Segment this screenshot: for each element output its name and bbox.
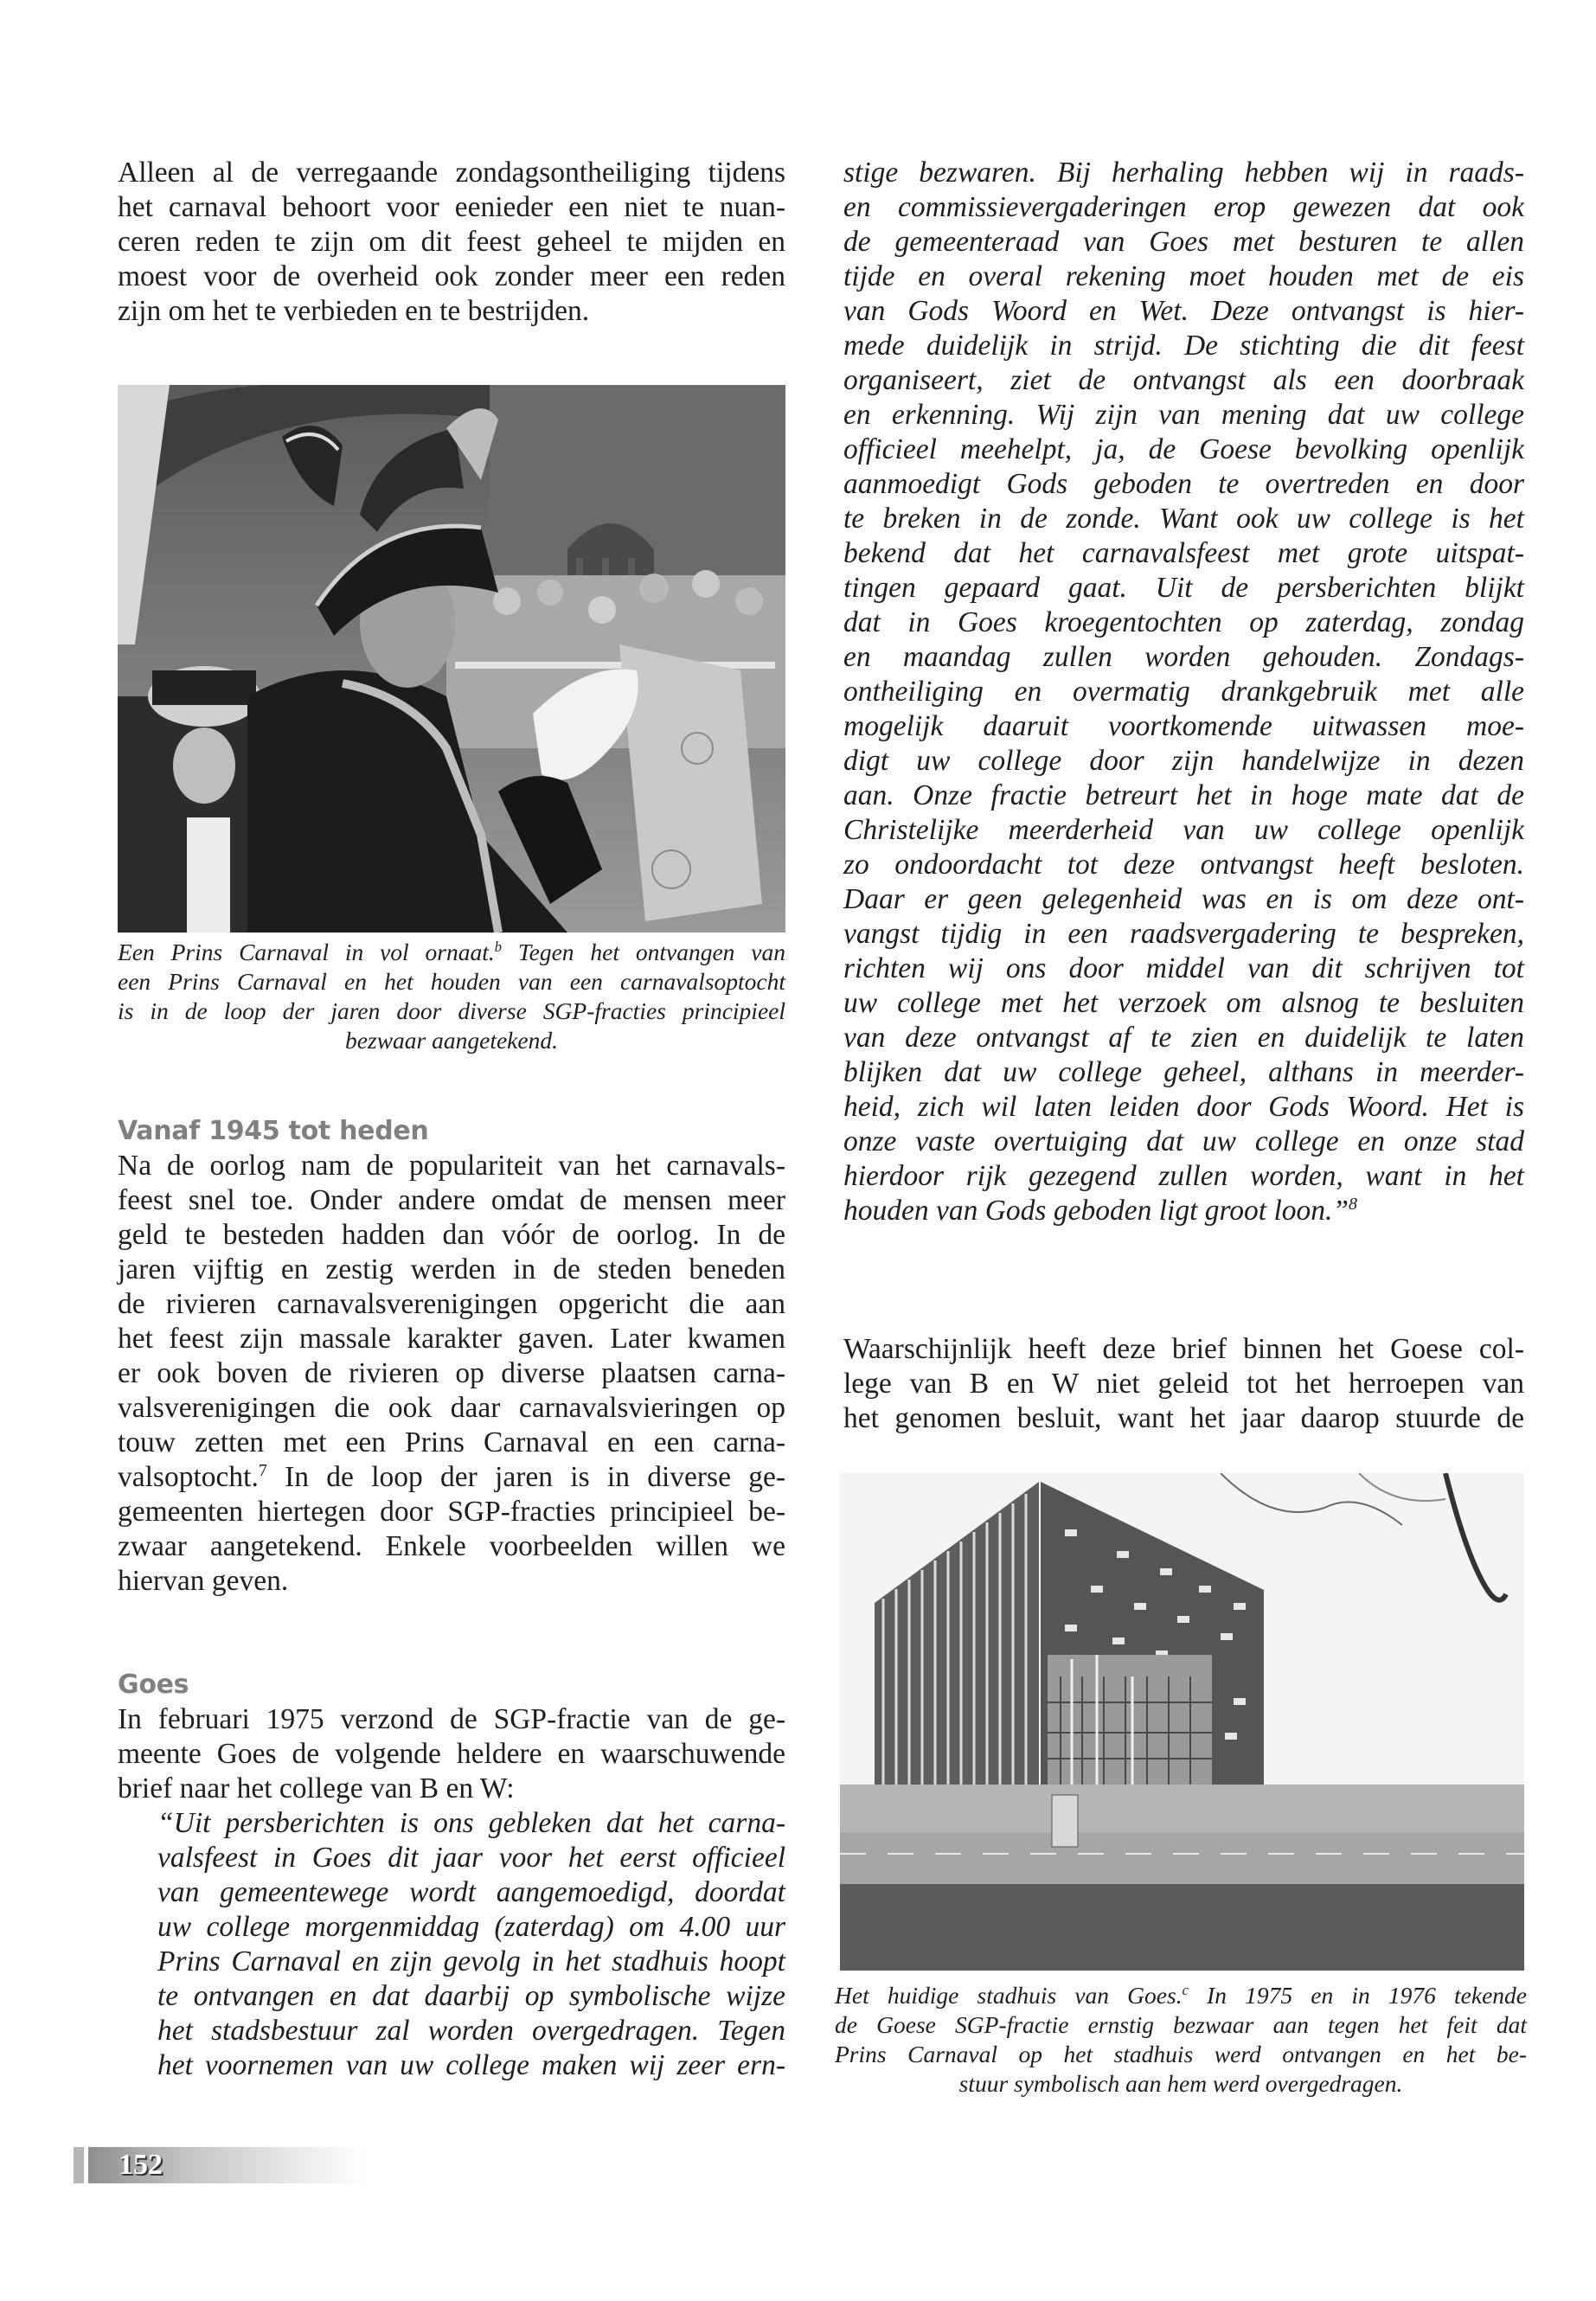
quote-line: Daar er geen gelegenheid was en is om deze ont- [843, 883, 1524, 915]
quote-line: heid, zich wil laten leiden door Gods Woord. Het is [843, 1091, 1524, 1123]
quote-line: officieel meehelpt, ja, de Goese bevolking openlijk [843, 433, 1524, 465]
footnote-ref[interactable]: c [1182, 1981, 1189, 1998]
section-heading: Goes [118, 1670, 189, 1700]
text-line: Alleen al de verregaande zondagsontheiliging tijdens [118, 157, 785, 189]
letter-quote-continued [843, 156, 1524, 1228]
text-line: geld te besteden hadden dan vóór de oorlog. In de [118, 1219, 785, 1251]
quote-line: valsfeest in Goes dit jaar voor het eerst officieel [157, 1842, 785, 1874]
text-line: ceren reden te zijn om dit feest geheel te mijden en [118, 226, 785, 258]
text-line: de rivieren carnavalsverenigingen opgericht die aan [118, 1288, 785, 1320]
intro-paragraph [118, 156, 785, 329]
quote-line: richten wij ons door middel van dit schrijven tot [843, 952, 1524, 984]
quote-line: en erkenning. Wij zijn van mening dat uw college [843, 399, 1524, 431]
page-number-bar [74, 2147, 368, 2183]
quote-line: houden van Gods geboden ligt groot loon.”$^8$ [843, 1194, 1358, 1227]
photo-image [118, 385, 785, 933]
text-line: gemeenten hiertegen door SGP-fracties principieel be- [118, 1496, 785, 1528]
text-line: lege van B en W niet geleid tot het herroepen van [843, 1368, 1524, 1400]
quote-line: tijde en overal rekening moet houden met de eis [843, 260, 1524, 292]
quote-line: aan. Onze fractie betreurt het in hoge mate dat de [843, 779, 1524, 811]
footnote-ref[interactable]: 7 [258, 1460, 267, 1480]
photo-image [840, 1473, 1524, 1971]
quote-line: mogelijk daaruit voortkomende uitwassen moe- [843, 710, 1524, 742]
quote-line: en maandag zullen worden gehouden. Zondags- [843, 641, 1524, 673]
text-line: jaren vijftig en zestig werden in de steden beneden [118, 1253, 785, 1285]
quote-line: tingen gepaard gaat. Uit de persberichten blijkt [843, 572, 1524, 604]
text-line: In februari 1975 verzond de SGP-fractie van de ge- [118, 1703, 785, 1735]
text-line: brief naar het college van B en W: [118, 1772, 515, 1804]
section-vanaf-1945 [118, 1114, 785, 1599]
quote-line: Christelijke meerderheid van uw college openlijk [843, 814, 1524, 846]
quote-line: van gemeentewege wordt aangemoedigd, doordat [157, 1876, 785, 1908]
stadhuis-goes-photo [840, 1473, 1524, 1971]
quote-line: het stadsbestuur zal worden overgedragen. Tegen [157, 2015, 785, 2047]
text-line: Waarschijnlijk heeft deze brief binnen het Goese col- [843, 1333, 1524, 1365]
page-bar-stub [74, 2147, 84, 2183]
quote-line: te breken in de zonde. Want ook uw college is het [843, 503, 1524, 535]
page-number: 152 [119, 2149, 163, 2181]
text-line: moest voor de overheid ook zonder meer een reden [118, 260, 785, 292]
prins-carnaval-photo [118, 385, 785, 933]
quote-line: en commissievergaderingen erop gewezen dat ook [843, 191, 1524, 223]
quote-line: te ontvangen en dat daarbij op symbolische wijze [157, 1980, 785, 2012]
text-line: valsoptocht.$^7$ In de loop der jaren is in diverse ge- [118, 1460, 785, 1493]
quote-line: dat in Goes kroegentochten op zaterdag, zondag [843, 606, 1524, 638]
text-line: zwaar aangetekend. Enkele voorbeelden willen we [118, 1530, 785, 1562]
text-line: valsverenigingen die ook daar carnavalsvieringen op [118, 1392, 785, 1424]
text-line: Na de oorlog nam de populariteit van het carnavals- [118, 1150, 785, 1182]
quote-line: mede duidelijk in strijd. De stichting die dit feest [843, 330, 1524, 362]
quote-line: het voornemen van uw college maken wij zeer ern- [157, 2049, 785, 2081]
quote-line: ontheiliging en overmatig drankgebruik met alle [843, 676, 1524, 708]
quote-line: zo ondoordacht tot deze ontvangst heeft besloten. [843, 849, 1524, 881]
text-line: meente Goes de volgende heldere en waarschuwende [118, 1738, 785, 1770]
text-line: zijn om het te verbieden en te bestrijden. [118, 295, 590, 327]
photo2-caption [835, 1981, 1527, 2099]
quote-line: digt uw college door zijn handelwijze in dezen [843, 745, 1524, 777]
quote-line: van Gods Woord en Wet. Deze ontvangst is hier- [843, 295, 1524, 327]
quote-line: stige bezwaren. Bij herhaling hebben wij in raads- [843, 157, 1524, 189]
caption-line: Een Prins Carnaval in vol ornaat.$^b$ Tegen het ontvangen van [118, 938, 785, 965]
letter-quote [118, 1806, 785, 2083]
quote-line: uw college met het verzoek om alsnog te besluiten [843, 987, 1524, 1019]
quote-line: aanmoedigt Gods geboden te overtreden en door [843, 468, 1524, 500]
quote-line: bekend dat het carnavalsfeest met grote uitspat- [843, 537, 1524, 569]
footnote-ref[interactable]: 8 [1349, 1194, 1358, 1214]
quote-line: hierdoor rijk gezegend zullen worden, want in het [843, 1160, 1524, 1192]
quote-line: Prins Carnaval en zijn gevolg in het stadhuis hoopt [157, 1945, 785, 1977]
text-line: er ook boven de rivieren op diverse plaatsen carna- [118, 1357, 785, 1389]
caption-line: bezwaar aangetekend. [345, 1027, 558, 1054]
text-line: het carnaval behoort voor eenieder een niet te nuan- [118, 191, 785, 223]
caption-line: is in de loop der jaren door diverse SGP-fracties principieel [118, 997, 785, 1024]
quote-line: blijken dat uw college geheel, althans in meerder- [843, 1056, 1524, 1088]
quote-line: organiseert, ziet de ontvangst als een doorbraak [843, 364, 1524, 396]
caption-line: Het huidige stadhuis van Goes.$^c$ In 1975 en in 1976 tekende [835, 1981, 1528, 2009]
text-line: feest snel toe. Onder andere omdat de mensen meer [118, 1184, 785, 1216]
footnote-ref[interactable]: b [494, 938, 502, 955]
text-line: touw zetten met een Prins Carnaval en een carna- [118, 1426, 785, 1458]
text-line: het genomen besluit, want het jaar daarop stuurde de [843, 1402, 1524, 1434]
caption-line: de Goese SGP-fractie ernstig bezwaar aan tegen het feit dat [835, 2011, 1527, 2038]
section-heading: Vanaf 1945 tot heden [118, 1116, 429, 1146]
quote-line: de gemeenteraad van Goes met besturen te allen [843, 226, 1524, 258]
text-line: hiervan geven. [118, 1565, 289, 1597]
quote-line: uw college morgenmiddag (zaterdag) om 4.00 uur [157, 1911, 785, 1943]
caption-line: een Prins Carnaval en het houden van een carnavalsoptocht [118, 968, 785, 995]
quote-line: “Uit persberichten is ons gebleken dat het carna- [157, 1807, 785, 1839]
paragraph-waarschijnlijk [843, 1332, 1524, 1436]
quote-line: van deze ontvangst af te zien en duidelijk te laten [843, 1022, 1524, 1054]
section-goes [118, 1668, 785, 2083]
caption-line: Prins Carnaval op het stadhuis werd ontvangen en het be- [835, 2041, 1527, 2067]
quote-line: onze vaste overtuiging dat uw college en onze stad [843, 1125, 1524, 1157]
photo1-caption [118, 938, 785, 1055]
caption-line: stuur symbolisch aan hem werd overgedragen. [958, 2070, 1403, 2097]
quote-line: vangst tijdig in een raadsvergadering te bespreken, [843, 918, 1524, 950]
text-line: het feest zijn massale karakter gaven. Later kwamen [118, 1323, 785, 1355]
